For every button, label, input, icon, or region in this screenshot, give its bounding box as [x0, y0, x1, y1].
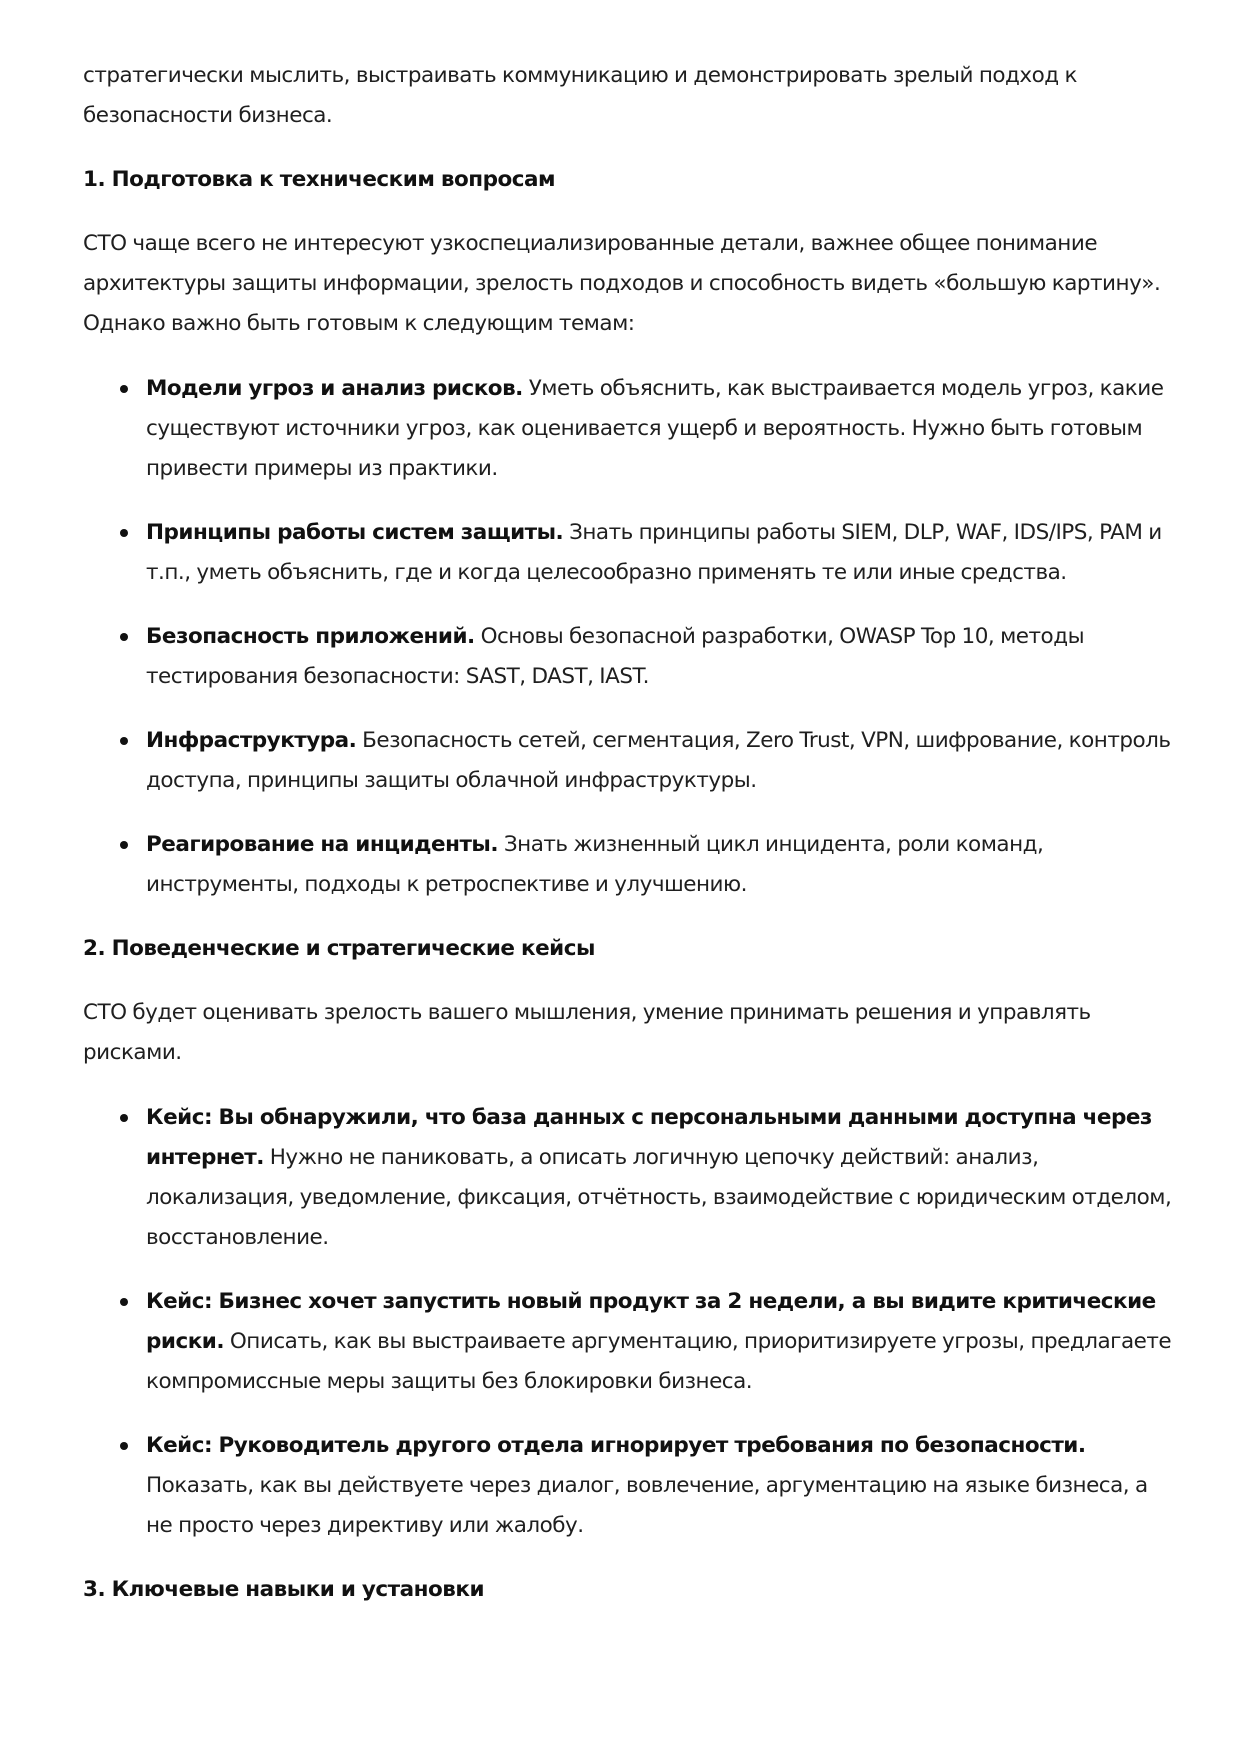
- document-page: [83, 56, 1175, 1634]
- list-item: [83, 369, 1175, 489]
- section-heading: 2. Поведенческие и стратегические кейсы: [83, 936, 595, 961]
- item-text: Безопасность сетей, сегментация, Zero Trust, VPN, шифрование, контроль доступа, принципы защиты облачной инфраструктуры.: [146, 728, 1171, 793]
- section-paragraph: CTO чаще всего не интересуют узкоспециализированные детали, важнее общее понимание архитектуры защиты информации, зрелость подходов и способность видеть «большую картину». Однако важно быть готовым к следующим темам:: [83, 231, 1161, 336]
- item-text: Знать принципы работы SIEM, DLP, WAF, IDS/IPS, PAM и т.п., уметь объяснить, где и когда целесообразно применять те или иные средства.: [146, 520, 1162, 585]
- item-text: Нужно не паниковать, а описать логичную цепочку действий: анализ, локализация, уведомление, фиксация, отчётность, взаимодействие с юридическим отделом, восстановление.: [146, 1145, 1172, 1250]
- bullet-icon: [120, 1442, 128, 1450]
- bullet-list: [83, 1098, 1175, 1546]
- section-heading: 1. Подготовка к техническим вопросам: [83, 167, 556, 192]
- list-item: [83, 1098, 1175, 1258]
- item-text: Описать, как вы выстраиваете аргументацию, приоритизируете угрозы, предлагаете компромиссные меры защиты без блокировки бизнеса.: [146, 1329, 1172, 1394]
- item-title: Реагирование на инциденты.: [146, 832, 499, 857]
- bullet-list: [83, 369, 1175, 905]
- bullet-icon: [120, 633, 128, 641]
- bullet-icon: [120, 1114, 128, 1122]
- item-text: Уметь объяснить, как выстраивается модель угроз, какие существуют источники угроз, как оценивается ущерб и вероятность. Нужно быть готовым привести примеры из практики.: [146, 376, 1164, 481]
- bullet-icon: [120, 841, 128, 849]
- section-heading: 3. Ключевые навыки и установки: [83, 1577, 485, 1602]
- item-text: Знать жизненный цикл инцидента, роли команд, инструменты, подходы к ретроспективе и улучшению.: [146, 832, 1044, 897]
- item-title: Принципы работы систем защиты.: [146, 520, 564, 545]
- list-item: [83, 1282, 1175, 1402]
- item-title: Кейс: Вы обнаружили, что база данных с персональными данными доступна через интернет.: [146, 1105, 1152, 1170]
- item-text: Показать, как вы действуете через диалог, вовлечение, аргументацию на языке бизнеса, а не просто через директиву или жалобу.: [146, 1473, 1148, 1538]
- item-title: Кейс: Бизнес хочет запустить новый продукт за 2 недели, а вы видите критические риски.: [146, 1289, 1156, 1354]
- list-item: [83, 721, 1175, 801]
- list-item: [83, 1426, 1175, 1546]
- item-text: Основы безопасной разработки, OWASP Top 10, методы тестирования безопасности: SAST, DAST, IAST.: [146, 624, 1085, 689]
- list-item: [83, 825, 1175, 905]
- item-title: Безопасность приложений.: [146, 624, 475, 649]
- item-title: Кейс: Руководитель другого отдела игнорирует требования по безопасности.: [146, 1433, 1086, 1458]
- list-item: [83, 617, 1175, 697]
- section-paragraph: CTO будет оценивать зрелость вашего мышления, умение принимать решения и управлять рисками.: [83, 1000, 1091, 1065]
- bullet-icon: [120, 385, 128, 393]
- bullet-icon: [120, 529, 128, 537]
- bullet-icon: [120, 737, 128, 745]
- bullet-icon: [120, 1298, 128, 1306]
- intro-paragraph: стратегически мыслить, выстраивать коммуникацию и демонстрировать зрелый подход к безопасности бизнеса.: [83, 63, 1077, 128]
- item-title: Модели угроз и анализ рисков.: [146, 376, 523, 401]
- item-title: Инфраструктура.: [146, 728, 357, 753]
- list-item: [83, 513, 1175, 593]
